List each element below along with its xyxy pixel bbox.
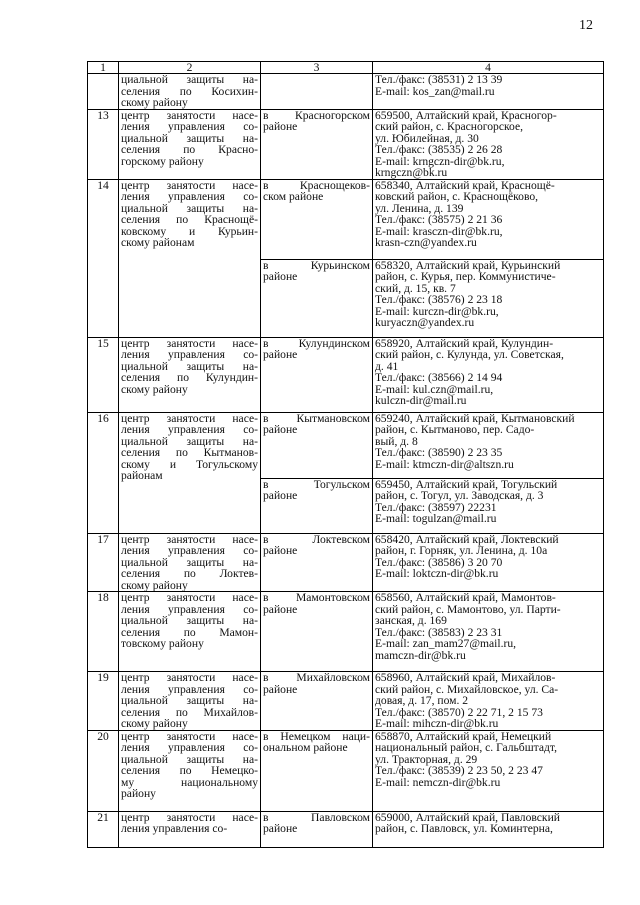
table-row [88,109,604,179]
contact-info-cell [373,730,604,811]
text-line: 659240, Алтайский край, Кытмановский [375,412,575,425]
text-line: 658320, Алтайский край, Курьинский [375,259,561,272]
text-line: в Немецком нaци- [263,730,370,743]
text-line: вый, д. 8 [375,434,418,448]
text-line: районе [263,270,298,283]
text-line: 658420, Алтайский край, Локтевский [375,533,559,546]
text-line: центр занятости насе- [121,591,258,604]
table-row [88,412,604,478]
text-line: му национальному [121,775,258,789]
text-line: район, г. Горняк, ул. Ленина, д. 10а [375,544,548,557]
text-line: ления управления со- [121,682,258,696]
text-line: ский район, с. Мамонтово, ул. Парти- [375,602,561,616]
text-line: kuryaczn@yandex.ru [375,316,475,329]
text-line: центр занятости насе- [121,337,258,350]
text-line: селения по Кытманов- [121,446,258,459]
service-area-cell [261,672,373,731]
text-line: циальной защиты на- [121,201,258,215]
text-line: Тел./факс: (38597) 22231 [375,500,497,514]
text-line: центр занятости насе- [121,179,258,192]
service-area-cell [261,730,373,811]
contact-info-cell [373,533,604,592]
text-line: 658560, Алтайский край, Мамонтов- [375,591,556,604]
institution-cell [119,109,261,179]
text-line: 658960, Алтайский край, Михайлов- [375,671,556,684]
text-line: циальной защиты на- [121,434,258,448]
text-line: районе [263,423,298,436]
text-line: циальной защиты на- [121,73,258,86]
text-line: ления управления со- [121,602,258,616]
text-line: центр занятости насе- [121,811,258,824]
text-line: ковскому и Курьин- [121,224,258,238]
text-line: циальной защиты на- [121,131,258,145]
text-line: селения по Локтев- [121,567,258,580]
text-line: ления управления со- [121,190,258,203]
text-line: скому району [121,382,188,396]
text-line: E-mail: krngczn-dir@bk.ru, [375,154,505,168]
text-line: в Мамонтовском [263,591,370,604]
text-line: ления управления со- [121,741,258,754]
row-number-cell: 21 [88,811,119,847]
text-line: E-mail: kurczn-dir@bk.ru, [375,304,499,318]
text-line: E-mail: krasczn-dir@bk.ru, [375,224,503,238]
column-number-1: 1 [88,62,119,74]
text-line: в Курьинском [263,259,370,272]
text-line: Тел./факс: (38586) 3 20 70 [375,555,503,569]
text-line: селения по Красно- [121,143,258,156]
text-line: районе [263,544,298,557]
text-line: занская, д. 169 [375,614,447,627]
institution-cell [119,533,261,592]
text-line: ском районе [263,190,324,203]
text-line: в Михайловском [263,671,370,684]
text-line: центр занятости насе- [121,730,258,743]
institution-cell [119,412,261,533]
contact-info-cell [373,811,604,847]
text-line: ональном районе [263,741,348,754]
table-row [88,811,604,847]
text-line: селения по Косихин- [121,84,258,98]
text-line: Тел./факс: (38575) 2 21 36 [375,213,503,226]
service-area-cell [261,74,373,110]
text-line: циальной защиты на- [121,694,258,707]
contact-info-cell [373,109,604,179]
table-row [88,730,604,811]
text-line: скому району [121,578,188,592]
row-number-cell: 15 [88,337,119,412]
contact-info-cell [373,478,604,533]
text-line: циальной защиты на- [121,555,258,569]
text-line: ления управления со- [121,822,228,835]
text-line: E-mail: zan_mam27@mail.ru, [375,637,517,650]
column-number-3: 3 [261,62,373,74]
text-line: горскому району [121,154,204,168]
text-line: 659450, Алтайский край, Тогульский [375,478,558,491]
text-line: районе [263,348,298,361]
text-line: Тел./факс: (38576) 2 23 18 [375,293,503,306]
text-line: селения по Мамон- [121,625,258,639]
institution-cell [119,672,261,731]
text-line: ления управления со- [121,348,258,361]
institution-cell [119,337,261,412]
text-line: ления управления со- [121,423,258,436]
text-line: 658870, Алтайский край, Немецкий [375,730,552,743]
text-line: Тел./факс: (38539) 2 23 50, 2 23 47 [375,764,543,777]
row-number-cell: 19 [88,672,119,731]
text-line: ления управления со- [121,544,258,557]
text-line: ковский район, с. Краснощёково, [375,190,539,203]
text-line: центр занятости насе- [121,533,258,546]
service-area-cell [261,412,373,478]
institution-cell [119,730,261,811]
column-number-row [88,62,604,74]
text-line: скому районам [121,236,195,249]
row-number-cell [88,74,119,110]
text-line: 658340, Алтайский край, Краснощё- [375,179,555,192]
service-area-cell [261,109,373,179]
service-area-cell [261,259,373,337]
text-line: циальной защиты на- [121,359,258,373]
row-number-cell: 17 [88,533,119,592]
contact-info-cell [373,74,604,110]
institution-cell [119,74,261,110]
row-number-cell: 14 [88,179,119,337]
row-number-cell: 16 [88,412,119,533]
text-line: скому району [121,96,188,109]
employment-centers-table [87,61,604,848]
text-line: в Красногорском [263,109,370,122]
text-line: д. 41 [375,359,399,373]
text-line: ский район, с. Михайловское, ул. Са- [375,682,559,696]
text-line: районам [121,469,163,482]
text-line: районе [263,489,298,502]
contact-info-cell [373,672,604,731]
text-line: ский, д. 15, кв. 7 [375,281,456,295]
text-line: ления управления со- [121,120,258,133]
contact-info-cell [373,337,604,412]
service-area-cell [261,811,373,847]
table-body [88,74,604,848]
service-area-cell [261,179,373,259]
text-line: krasn-czn@yandex.ru [375,236,477,249]
text-line: селения по Краснощё- [121,213,258,226]
text-line: mamczn-dir@bk.ru [375,648,466,662]
service-area-cell [261,592,373,672]
text-line: kulczn-dir@mail.ru [375,394,467,407]
text-line: району [121,787,156,800]
text-line: 658920, Алтайский край, Кулундин- [375,337,554,350]
table-row [88,179,604,259]
text-line: довая, д. 17, пом. 2 [375,694,469,707]
text-line: E-mail: ktmczn-dir@altszn.ru [375,457,514,471]
institution-cell [119,592,261,672]
text-line: E-mail: kul.czn@mail.ru, [375,382,494,396]
row-number-cell: 13 [88,109,119,179]
table-row [88,74,604,110]
text-line: селения по Кулундин- [121,371,258,384]
service-area-cell [261,533,373,592]
text-line: селения по Михайлов- [121,705,258,719]
institution-cell [119,811,261,847]
text-line: центр занятости насе- [121,671,258,684]
text-line: селения по Немецко- [121,764,258,777]
text-line: 659000, Алтайский край, Павловский [375,811,560,824]
text-line: центр занятости насе- [121,412,258,425]
text-line: центр занятости насе- [121,109,258,122]
text-line: ский район, с. Кулунда, ул. Советская, [375,348,564,361]
text-line: Тел./факс: (38590) 2 23 35 [375,446,503,459]
text-line: в Кулундинском [263,337,370,350]
contact-info-cell [373,259,604,337]
table-row [88,337,604,412]
row-number-cell: 18 [88,592,119,672]
text-line: циальной защиты на- [121,614,258,627]
service-area-cell [261,478,373,533]
column-number-4: 4 [373,62,604,74]
table-row [88,592,604,672]
text-line: E-mail: nemczn-dir@bk.ru [375,775,501,789]
table-row [88,672,604,731]
institution-cell [119,179,261,337]
text-line: в Тогульском [263,478,370,491]
text-line: районе [263,682,298,696]
text-line: Тел./факс: (38531) 2 13 39 [375,73,503,86]
page-number: 12 [579,18,593,33]
text-line: национальный район, с. Гальбштадт, [375,741,557,754]
text-line: E-mail: kos_zan@mail.ru [375,84,495,98]
text-line: E-mail: loktczn-dir@bk.ru [375,567,499,580]
text-line: Тел./факс: (38566) 2 14 94 [375,371,503,384]
text-line: ский район, с. Красногорское, [375,120,524,133]
text-line: E-mail: mihczn-dir@bk.ru [375,717,499,730]
text-line: Тел./факс: (38583) 2 23 31 [375,625,503,639]
text-line: ул. Ленина, д. 139 [375,201,464,215]
text-line: районе [263,822,298,835]
text-line: район, с. Павловск, ул. Коминтерна, [375,822,553,835]
text-line: krngczn@bk.ru [375,166,448,179]
text-line: товскому району [121,637,204,650]
contact-info-cell [373,179,604,259]
text-line: в Павловском [263,811,370,824]
contact-info-cell [373,592,604,672]
table-row [88,533,604,592]
column-number-2: 2 [119,62,261,74]
text-line: 659500, Алтайский край, Красногор- [375,109,557,122]
contact-info-cell [373,412,604,478]
text-line: ул. Тракторная, д. 29 [375,752,478,766]
text-line: в Локтевском [263,533,370,546]
text-line: скому району [121,717,188,730]
text-line: Тел./факс: (38535) 2 26 28 [375,143,503,156]
text-line: район, с. Тогул, ул. Заводская, д. 3 [375,489,544,502]
row-number-cell: 20 [88,730,119,811]
text-line: Тел./факс: (38570) 2 22 71, 2 15 73 [375,705,543,719]
text-line: районе [263,602,298,616]
text-line: район, с. Курья, пер. Коммунистиче- [375,270,556,283]
text-line: циальной защиты на- [121,752,258,766]
text-line: в Краснощеков- [263,179,370,192]
text-line: ул. Юбилейная, д. 30 [375,131,479,145]
text-line: скому и Тогульскому [121,457,258,471]
service-area-cell [261,337,373,412]
text-line: в Кытмановском [263,412,370,425]
text-line: районе [263,120,298,133]
text-line: район, с. Кытманово, пер. Садо- [375,423,535,436]
text-line: E-mail: togulzan@mail.ru [375,512,497,525]
